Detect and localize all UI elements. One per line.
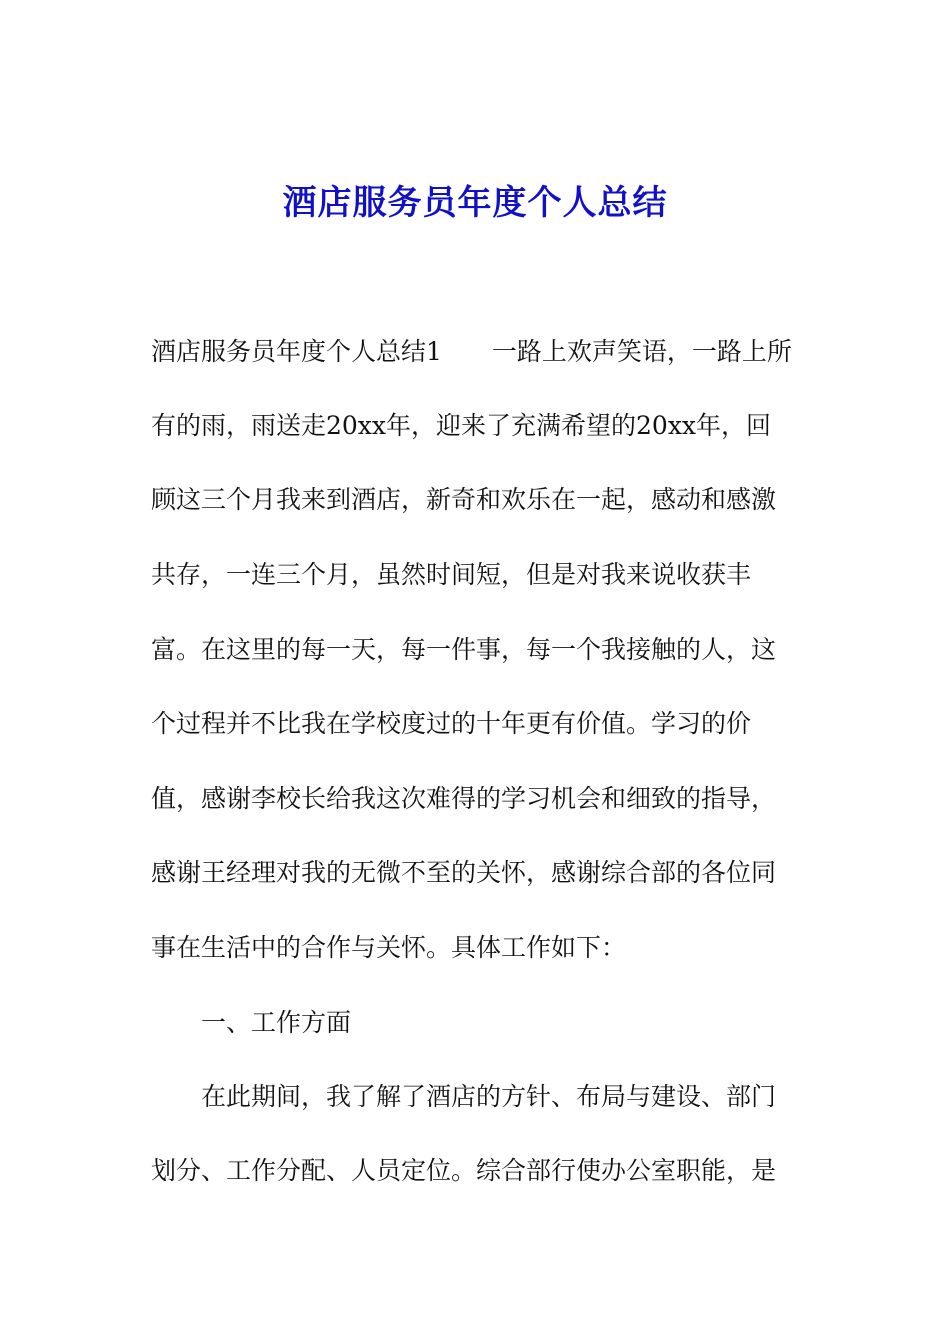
body-line-7: 值，感谢李校长给我这次难得的学习机会和细致的指导，: [151, 784, 777, 813]
body-line-9: 事在生活中的合作与关怀。具体工作如下：: [151, 933, 627, 962]
body-line-4: 共存，一连三个月，虽然时间短，但是对我来说收获丰: [151, 560, 752, 589]
body-line-12: 划分、工作分配、人员定位。综合部行使办公室职能，是: [151, 1156, 777, 1185]
section-heading-work: 一、工作方面: [151, 1008, 352, 1037]
body-line-11: 在此期间，我了解了酒店的方针、布局与建设、部门: [151, 1082, 777, 1111]
document-title: 酒店服务员年度个人总结: [282, 183, 668, 223]
body-line-3: 顾这三个月我来到酒店，新奇和欢乐在一起，感动和感激: [151, 485, 777, 514]
body-line-6: 个过程并不比我在学校度过的十年更有价值。学习的价: [151, 709, 752, 738]
body-line-8: 感谢王经理对我的无微不至的关怀，感谢综合部的各位同: [151, 858, 777, 887]
body-line-1: 酒店服务员年度个人总结1 一路上欢声笑语，一路上所: [151, 337, 792, 366]
body-line-5: 富。在这里的每一天，每一件事，每一个我接触的人，这: [151, 635, 777, 664]
body-line-2: 有的雨，雨送走20xx年，迎来了充满希望的20xx年，回: [151, 411, 772, 440]
